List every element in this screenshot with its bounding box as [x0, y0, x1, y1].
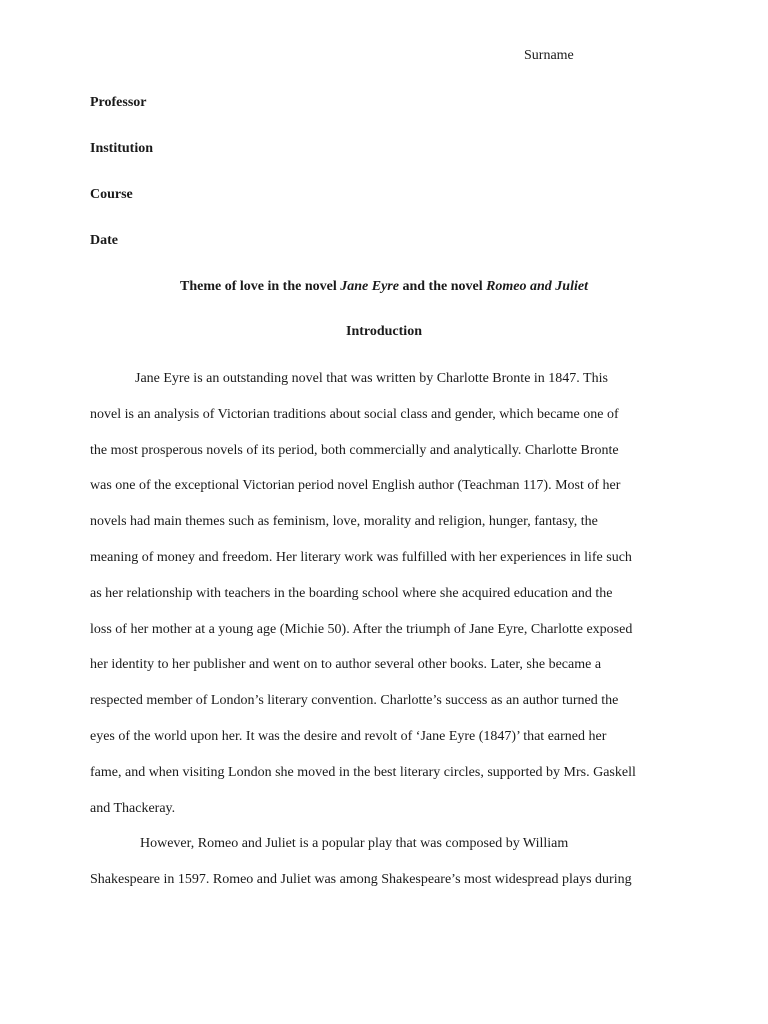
text-line: novels had main themes such as feminism, love, morality and religion, hunger, fantasy, the — [90, 514, 598, 530]
course-line: Course — [90, 187, 133, 202]
title-italic-romeo-and-juliet: Romeo and Juliet — [486, 279, 588, 294]
professor-line: Professor — [90, 95, 147, 110]
paragraph-2 — [90, 835, 690, 889]
title-italic-jane-eyre: Jane Eyre — [340, 279, 399, 294]
text-line: her identity to her publisher and went on to author several other books. Later, she became a — [90, 657, 602, 673]
title-part-1: Theme of love in the novel — [180, 279, 341, 294]
text-line: and Thackeray. — [90, 800, 176, 816]
running-header-surname: Surname — [524, 48, 574, 63]
text-line: fame, and when visiting London she moved in the best literary circles, supported by Mrs. Gaskell — [90, 764, 636, 780]
paper-title — [0, 278, 768, 296]
paragraph-1 — [90, 370, 690, 818]
text-line: Jane Eyre is an outstanding novel that was written by Charlotte Bronte in 1847. This — [135, 371, 608, 386]
text-line: respected member of London’s literary convention. Charlotte’s success as an author turned the — [90, 693, 619, 709]
body-text — [90, 370, 690, 907]
text-line: the most prosperous novels of its period, both commercially and analytically. Charlotte Bronte — [90, 442, 619, 458]
heading-block — [90, 94, 690, 278]
text-line: novel is an analysis of Victorian traditions about social class and gender, which became one of — [90, 406, 619, 422]
text-line: However, Romeo and Juliet is a popular play that was composed by William — [140, 836, 569, 852]
text-line: eyes of the world upon her. It was the desire and revolt of ‘Jane Eyre (1847)’ that earned her — [90, 728, 607, 744]
text-line: meaning of money and freedom. Her literary work was fulfilled with her experiences in life such — [90, 549, 632, 565]
text-line: Shakespeare in 1597. Romeo and Juliet was among Shakespeare’s most widespread plays during — [90, 872, 632, 888]
title-part-2: and the novel — [398, 279, 487, 294]
institution-line: Institution — [90, 141, 154, 156]
text-line: loss of her mother at a young age (Michie 50). After the triumph of Jane Eyre, Charlotte exposed — [90, 621, 633, 637]
section-heading-introduction: Introduction — [346, 324, 422, 339]
date-line: Date — [90, 233, 118, 248]
text-line: as her relationship with teachers in the boarding school where she acquired education and the — [90, 585, 613, 601]
text-line: was one of the exceptional Victorian period novel English author (Teachman 117). Most of her — [90, 478, 621, 494]
